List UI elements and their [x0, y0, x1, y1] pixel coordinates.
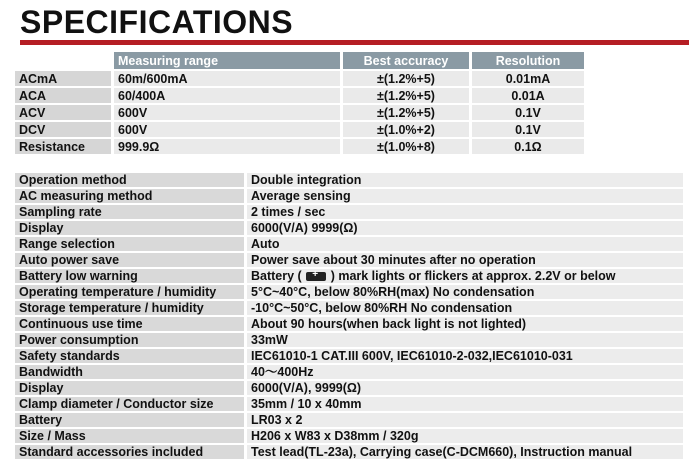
- spec-value: Average sensing: [247, 189, 683, 205]
- spec-row: [15, 333, 683, 349]
- spec-row: [15, 285, 683, 301]
- spec-value: 5°C~40°C, below 80%RH(max) No condensation: [247, 285, 683, 301]
- battery-warning-suffix: ) mark lights or flickers at approx. 2.2V or below: [330, 269, 616, 283]
- spec-value: H206 x W83 x D38mm / 320g: [247, 429, 683, 445]
- measuring-resolution: 0.1V: [472, 105, 587, 122]
- spec-value: IEC61010-1 CAT.III 600V, IEC61010-2-032,IEC61010-031: [247, 349, 683, 365]
- spec-value: 40～400Hz: [247, 365, 683, 381]
- spec-value: 33mW: [247, 333, 683, 349]
- spec-label: Operating temperature / humidity: [15, 285, 247, 301]
- spec-row: [15, 189, 683, 205]
- spec-label: Continuous use time: [15, 317, 247, 333]
- measuring-range: 600V: [114, 122, 343, 139]
- measuring-resolution: 0.1V: [472, 122, 587, 139]
- measuring-resolution: 0.01A: [472, 88, 587, 105]
- spec-value: 35mm / 10 x 40mm: [247, 397, 683, 413]
- spec-label: Battery: [15, 413, 247, 429]
- spec-label: Range selection: [15, 237, 247, 253]
- spec-value: Double integration: [247, 173, 683, 189]
- measuring-row: [15, 88, 587, 105]
- measuring-header-range: Measuring range: [114, 52, 343, 71]
- measuring-label: ACA: [15, 88, 114, 105]
- spec-row: [15, 173, 683, 189]
- measuring-accuracy: ±(1.0%+2): [343, 122, 472, 139]
- measuring-resolution: 0.01mA: [472, 71, 587, 88]
- measuring-accuracy: ±(1.2%+5): [343, 88, 472, 105]
- battery-icon: [306, 272, 326, 281]
- measuring-accuracy: ±(1.2%+5): [343, 71, 472, 88]
- title-underline: [20, 40, 689, 45]
- spec-value: 6000(V/A) 9999(Ω): [247, 221, 683, 237]
- measuring-row: [15, 71, 587, 88]
- spec-label: Size / Mass: [15, 429, 247, 445]
- spec-value: About 90 hours(when back light is not lighted): [247, 317, 683, 333]
- measuring-row: [15, 122, 587, 139]
- measuring-row: [15, 139, 587, 156]
- measuring-accuracy: ±(1.2%+5): [343, 105, 472, 122]
- spec-value: Power save about 30 minutes after no operation: [247, 253, 683, 269]
- battery-warning-prefix: Battery (: [251, 269, 302, 283]
- spec-value: LR03 x 2: [247, 413, 683, 429]
- spec-value: -10°C~50°C, below 80%RH No condensation: [247, 301, 683, 317]
- measuring-label: ACmA: [15, 71, 114, 88]
- spec-value: 2 times / sec: [247, 205, 683, 221]
- spec-row: [15, 429, 683, 445]
- spec-label: Battery low warning: [15, 269, 247, 285]
- measuring-header-row: [15, 52, 587, 71]
- measuring-label: ACV: [15, 105, 114, 122]
- spec-label: Bandwidth: [15, 365, 247, 381]
- measuring-table: [15, 52, 587, 156]
- measuring-range: 60/400A: [114, 88, 343, 105]
- spec-label: Display: [15, 221, 247, 237]
- spec-row: [15, 317, 683, 333]
- measuring-header-blank: [15, 52, 114, 71]
- measuring-label: DCV: [15, 122, 114, 139]
- measuring-row: [15, 105, 587, 122]
- spec-label: AC measuring method: [15, 189, 247, 205]
- measuring-header-accuracy: Best accuracy: [343, 52, 472, 71]
- spec-value: Test lead(TL-23a), Carrying case(C-DCM660), Instruction manual: [247, 445, 683, 461]
- measuring-range: 999.9Ω: [114, 139, 343, 156]
- spec-label: Standard accessories included: [15, 445, 247, 461]
- spec-row: [15, 365, 683, 381]
- spec-row: [15, 221, 683, 237]
- spec-row: [15, 349, 683, 365]
- spec-row: [15, 301, 683, 317]
- spec-label: Clamp diameter / Conductor size: [15, 397, 247, 413]
- spec-label: Power consumption: [15, 333, 247, 349]
- spec-label: Sampling rate: [15, 205, 247, 221]
- spec-row: [15, 381, 683, 397]
- spec-label: Safety standards: [15, 349, 247, 365]
- spec-value: Auto: [247, 237, 683, 253]
- spec-row: [15, 397, 683, 413]
- measuring-header-resolution: Resolution: [472, 52, 587, 71]
- spec-label: Display: [15, 381, 247, 397]
- spec-row: [15, 253, 683, 269]
- spec-value: 6000(V/A), 9999(Ω): [247, 381, 683, 397]
- spec-row: [15, 269, 683, 285]
- measuring-label: Resistance: [15, 139, 114, 156]
- spec-row: [15, 413, 683, 429]
- spec-row: [15, 205, 683, 221]
- measuring-range: 60m/600mA: [114, 71, 343, 88]
- spec-label: Storage temperature / humidity: [15, 301, 247, 317]
- spec-label: Operation method: [15, 173, 247, 189]
- spec-row: [15, 445, 683, 461]
- measuring-accuracy: ±(1.0%+8): [343, 139, 472, 156]
- spec-value: [247, 269, 683, 285]
- spec-row: [15, 237, 683, 253]
- spec-label: Auto power save: [15, 253, 247, 269]
- measuring-range: 600V: [114, 105, 343, 122]
- page-title: SPECIFICATIONS: [20, 4, 294, 40]
- measuring-resolution: 0.1Ω: [472, 139, 587, 156]
- spec-table: [15, 173, 683, 461]
